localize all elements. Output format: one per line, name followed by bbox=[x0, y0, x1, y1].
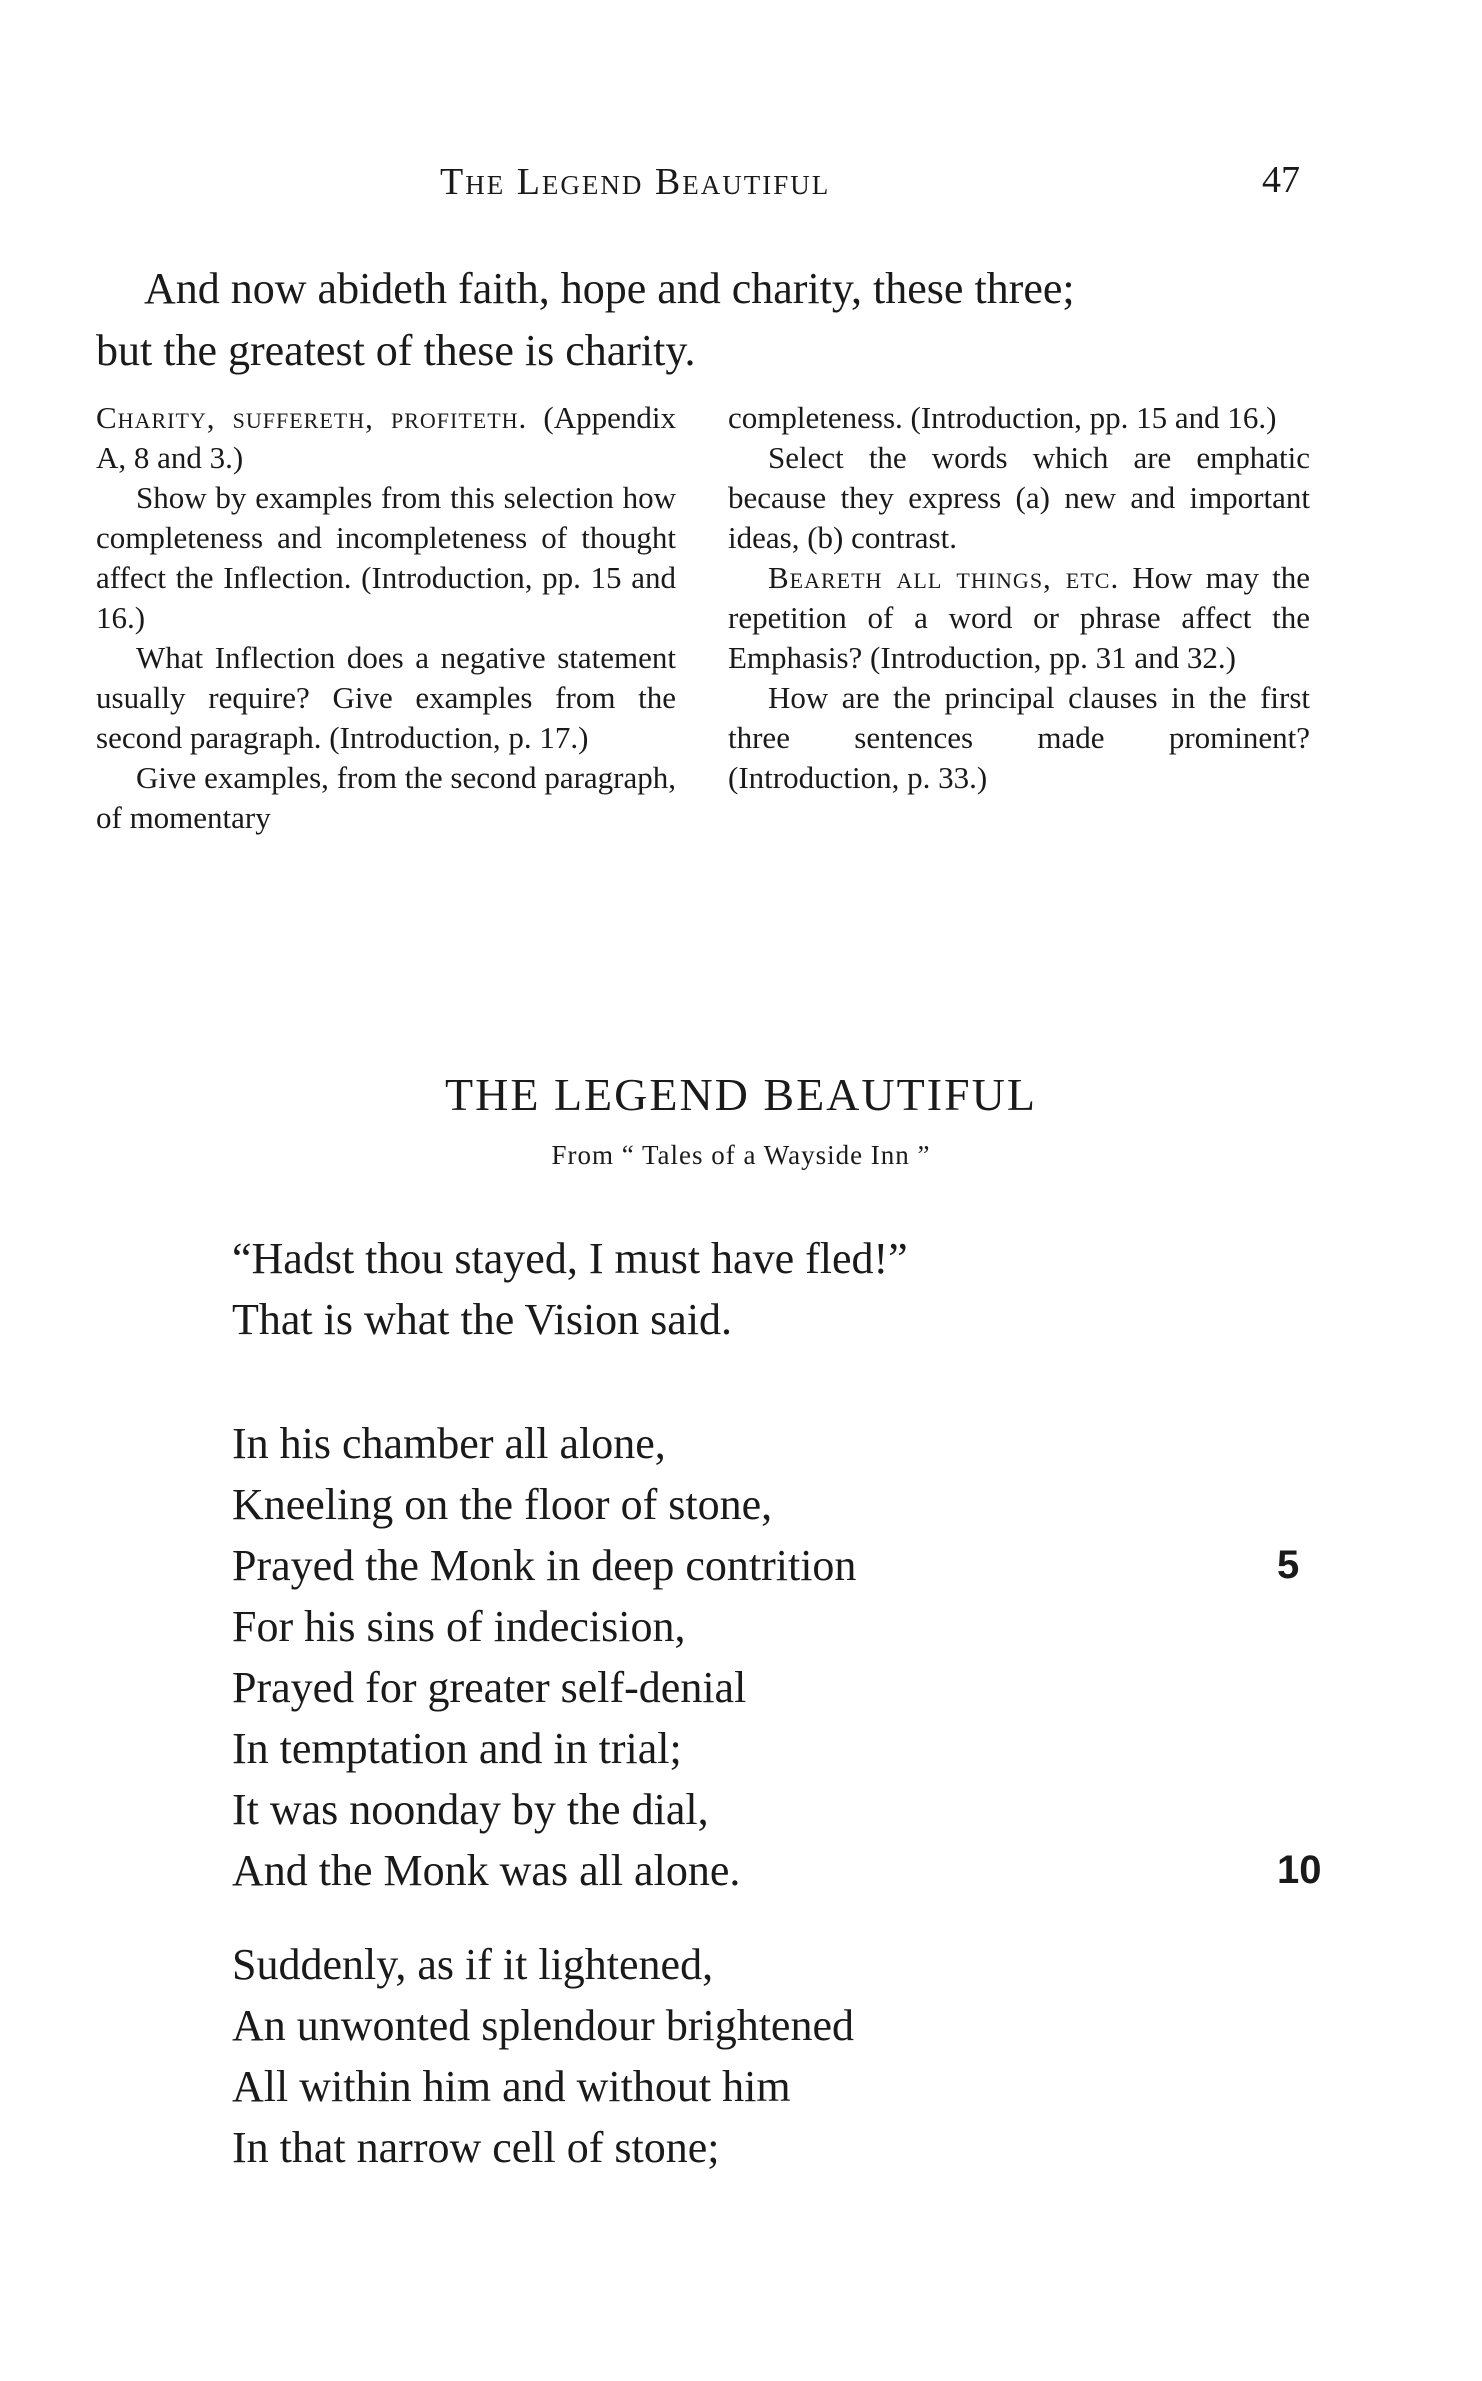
study-note: completeness. (Introduction, pp. 15 and 16.) bbox=[728, 400, 1277, 435]
study-notes-left-column bbox=[96, 398, 676, 838]
poem-line: It was noonday by the dial, bbox=[232, 1785, 709, 1834]
running-title: The Legend Beautiful bbox=[440, 161, 831, 203]
page-header bbox=[0, 160, 1482, 220]
poem-line: In his chamber all alone, bbox=[232, 1419, 666, 1468]
epigraph-line: And now abideth faith, hope and charity, these three; bbox=[144, 264, 1075, 313]
poem-line: Suddenly, as if it lightened, bbox=[232, 1940, 714, 1989]
epigraph-line: but the greatest of these is charity. bbox=[96, 326, 696, 375]
study-note: How are the principal clauses in the first three sentences made prominent? (Introduction, p. 33.) bbox=[728, 680, 1310, 795]
line-number: 10 bbox=[1277, 1848, 1322, 1892]
poem-stanza-2 bbox=[232, 1413, 1322, 1901]
poem-source: From “ Tales of a Wayside Inn ” bbox=[551, 1140, 931, 1170]
poem-line: For his sins of indecision, bbox=[232, 1602, 686, 1651]
study-note: Give examples, from the second paragraph, of momentary bbox=[96, 760, 676, 835]
poem-line: That is what the Vision said. bbox=[232, 1295, 733, 1344]
poem-line: Prayed the Monk in deep contrition 5 bbox=[232, 1535, 1312, 1596]
poem-stanza-3 bbox=[232, 1934, 1312, 2178]
study-note bbox=[728, 558, 1310, 678]
poem-line: In that narrow cell of stone; bbox=[232, 2123, 720, 2172]
note-text: How may the repetition of a word or phrase affect the Emphasis? (Introduction, pp. 31 and 32.) bbox=[728, 560, 1310, 675]
poem-title: THE LEGEND BEAUTIFUL bbox=[445, 1069, 1037, 1120]
study-note bbox=[96, 398, 676, 478]
note-lead: Charity, suffereth, profiteth. bbox=[96, 400, 528, 435]
poem-line: “Hadst thou stayed, I must have fled!” bbox=[232, 1234, 908, 1283]
poem-stanza-1 bbox=[232, 1228, 1312, 1350]
poem-line: Kneeling on the floor of stone, bbox=[232, 1480, 773, 1529]
poem-line: Prayed for greater self-denial bbox=[232, 1663, 747, 1712]
poem-line: All within him and without him bbox=[232, 2062, 791, 2111]
study-note: What Inflection does a negative statement usually require? Give examples from the second paragraph. (Introduction, p. 17.) bbox=[96, 640, 676, 755]
study-note: Show by examples from this selection how completeness and incompleteness of thought affect the Inflection. (Introduction, pp. 15 and 16.) bbox=[96, 480, 676, 635]
poem-line: An unwonted splendour brightened bbox=[232, 2001, 854, 2050]
epigraph bbox=[96, 258, 1321, 382]
note-text: (Appendix A, 8 and 3.) bbox=[96, 400, 676, 475]
page-number: 47 bbox=[1262, 159, 1300, 201]
note-lead: Beareth all things, etc. bbox=[768, 560, 1120, 595]
poem-line: And the Monk was all alone. 10 bbox=[232, 1840, 1312, 1901]
study-notes-right-column bbox=[728, 398, 1310, 798]
poem-line: In temptation and in trial; bbox=[232, 1724, 682, 1773]
study-note: Select the words which are emphatic because they express (a) new and important ideas, (b) contrast. bbox=[728, 440, 1310, 555]
line-number: 5 bbox=[1277, 1543, 1300, 1587]
